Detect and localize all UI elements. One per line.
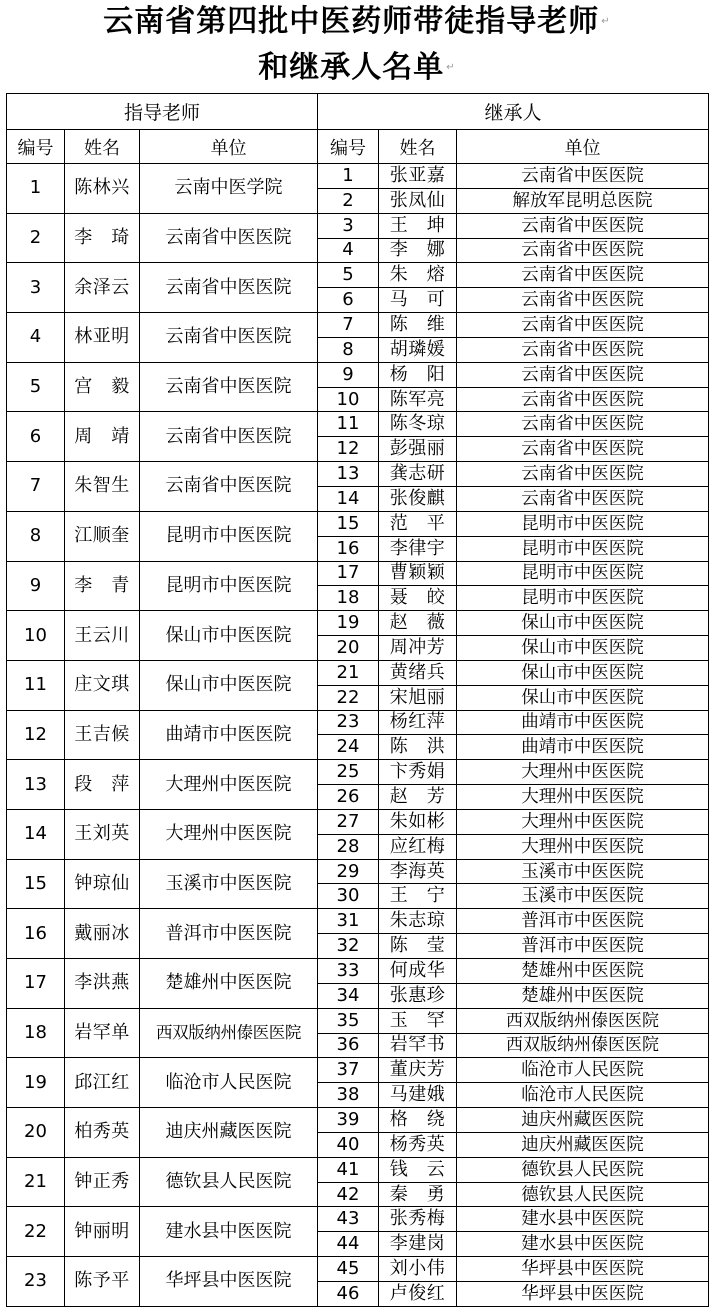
teacher-name: 陈林兴 <box>65 164 140 214</box>
student-number: 11 <box>318 412 379 437</box>
student-name: 马建娥 <box>379 1083 457 1108</box>
student-group-header: 继承人 <box>318 94 709 130</box>
teacher-number: 17 <box>7 959 65 1009</box>
teacher-number: 6 <box>7 412 65 462</box>
teacher-name: 王吉候 <box>65 710 140 760</box>
student-number: 30 <box>318 884 379 909</box>
teacher-name: 朱智生 <box>65 462 140 512</box>
teacher-unit: 大理州中医医院 <box>140 760 318 810</box>
student-col-no-header: 编号 <box>318 130 379 164</box>
student-name: 杨秀英 <box>379 1132 457 1157</box>
teacher-number: 20 <box>7 1108 65 1158</box>
teacher-name: 宫 毅 <box>65 362 140 412</box>
teacher-number: 23 <box>7 1257 65 1307</box>
student-number: 17 <box>318 561 379 586</box>
student-number: 29 <box>318 859 379 884</box>
teacher-number: 21 <box>7 1157 65 1207</box>
student-name: 卢俊红 <box>379 1281 457 1306</box>
student-name: 彭强丽 <box>379 437 457 462</box>
student-unit: 云南省中医医院 <box>457 238 709 263</box>
student-name: 赵 芳 <box>379 785 457 810</box>
teacher-number: 18 <box>7 1008 65 1058</box>
student-unit: 云南省中医医院 <box>457 362 709 387</box>
teacher-unit: 云南省中医医院 <box>140 213 318 263</box>
teacher-name: 段 萍 <box>65 760 140 810</box>
student-name: 张秀梅 <box>379 1207 457 1232</box>
teacher-unit: 玉溪市中医医院 <box>140 859 318 909</box>
student-number: 37 <box>318 1058 379 1083</box>
student-unit: 云南省中医医院 <box>457 486 709 511</box>
student-unit: 楚雄州中医医院 <box>457 983 709 1008</box>
student-number: 45 <box>318 1257 379 1282</box>
teacher-unit: 普洱市中医医院 <box>140 909 318 959</box>
student-name: 董庆芳 <box>379 1058 457 1083</box>
student-name: 范 平 <box>379 511 457 536</box>
student-name: 胡璘媛 <box>379 337 457 362</box>
student-unit: 大理州中医医院 <box>457 834 709 859</box>
student-unit: 昆明市中医医院 <box>457 511 709 536</box>
student-unit: 保山市中医医院 <box>457 611 709 636</box>
teacher-unit: 云南省中医医院 <box>140 462 318 512</box>
student-name: 何成华 <box>379 959 457 984</box>
teacher-name: 王云川 <box>65 611 140 661</box>
student-name: 秦 勇 <box>379 1182 457 1207</box>
student-name: 张凤仙 <box>379 188 457 213</box>
table-row <box>7 1257 709 1282</box>
student-unit: 曲靖市中医医院 <box>457 710 709 735</box>
student-unit: 昆明市中医医院 <box>457 536 709 561</box>
teacher-number: 19 <box>7 1058 65 1108</box>
student-name: 马 可 <box>379 288 457 313</box>
teacher-number: 10 <box>7 611 65 661</box>
table-row <box>7 313 709 338</box>
teacher-col-no-header: 编号 <box>7 130 65 164</box>
teacher-number: 3 <box>7 263 65 313</box>
teacher-name: 周 靖 <box>65 412 140 462</box>
teacher-name: 王刘英 <box>65 809 140 859</box>
teacher-name: 钟正秀 <box>65 1157 140 1207</box>
student-name: 聂 皎 <box>379 586 457 611</box>
student-number: 18 <box>318 586 379 611</box>
student-number: 41 <box>318 1157 379 1182</box>
student-col-unit-header: 单位 <box>457 130 709 164</box>
student-unit: 玉溪市中医医院 <box>457 884 709 909</box>
table-row <box>7 1058 709 1083</box>
student-number: 9 <box>318 362 379 387</box>
student-name: 李建岗 <box>379 1232 457 1257</box>
student-unit: 华坪县中医医院 <box>457 1257 709 1282</box>
teacher-unit: 云南中医学院 <box>140 164 318 214</box>
student-number: 19 <box>318 611 379 636</box>
table-row <box>7 412 709 437</box>
teacher-group-header: 指导老师 <box>7 94 318 130</box>
student-unit: 云南省中医医院 <box>457 164 709 189</box>
student-unit: 玉溪市中医医院 <box>457 859 709 884</box>
student-name: 格 绕 <box>379 1108 457 1133</box>
table-row <box>7 611 709 636</box>
student-unit: 普洱市中医医院 <box>457 909 709 934</box>
student-number: 44 <box>318 1232 379 1257</box>
page-title-line2: 和继承人名单 <box>258 50 445 85</box>
student-number: 38 <box>318 1083 379 1108</box>
teacher-name: 李 琦 <box>65 213 140 263</box>
table-row <box>7 561 709 586</box>
student-unit: 临沧市人民医院 <box>457 1058 709 1083</box>
student-unit: 昆明市中医医院 <box>457 586 709 611</box>
teacher-number: 13 <box>7 760 65 810</box>
table-row <box>7 660 709 685</box>
student-unit: 云南省中医医院 <box>457 387 709 412</box>
student-name: 张亚嘉 <box>379 164 457 189</box>
student-unit: 保山市中医医院 <box>457 685 709 710</box>
student-name: 龚志研 <box>379 462 457 487</box>
table-row <box>7 959 709 984</box>
table-row <box>7 263 709 288</box>
student-name: 杨 阳 <box>379 362 457 387</box>
teacher-number: 8 <box>7 511 65 561</box>
teacher-unit: 华坪县中医医院 <box>140 1257 318 1307</box>
teacher-unit: 临沧市人民医院 <box>140 1058 318 1108</box>
student-number: 28 <box>318 834 379 859</box>
teacher-number: 14 <box>7 809 65 859</box>
student-number: 13 <box>318 462 379 487</box>
student-number: 22 <box>318 685 379 710</box>
student-name: 李 娜 <box>379 238 457 263</box>
student-name: 钱 云 <box>379 1157 457 1182</box>
student-name: 曹颖颖 <box>379 561 457 586</box>
teacher-name: 邱江红 <box>65 1058 140 1108</box>
student-number: 16 <box>318 536 379 561</box>
teacher-name: 钟丽明 <box>65 1207 140 1257</box>
student-name: 王 坤 <box>379 213 457 238</box>
teacher-col-name-header: 姓名 <box>65 130 140 164</box>
teacher-unit: 保山市中医医院 <box>140 611 318 661</box>
column-header-row <box>7 130 709 164</box>
teacher-number: 2 <box>7 213 65 263</box>
teacher-unit: 云南省中医医院 <box>140 362 318 412</box>
table-row <box>7 809 709 834</box>
teacher-unit: 楚雄州中医医院 <box>140 959 318 1009</box>
teacher-name: 钟琼仙 <box>65 859 140 909</box>
student-number: 12 <box>318 437 379 462</box>
student-name: 陈冬琼 <box>379 412 457 437</box>
teacher-unit: 迪庆州藏医医院 <box>140 1108 318 1158</box>
student-name: 李海英 <box>379 859 457 884</box>
student-number: 1 <box>318 164 379 189</box>
student-unit: 云南省中医医院 <box>457 437 709 462</box>
student-number: 42 <box>318 1182 379 1207</box>
teacher-name: 岩罕单 <box>65 1008 140 1058</box>
student-number: 40 <box>318 1132 379 1157</box>
student-number: 20 <box>318 636 379 661</box>
student-name: 陈 洪 <box>379 735 457 760</box>
student-unit: 迪庆州藏医医院 <box>457 1108 709 1133</box>
table-row <box>7 1108 709 1133</box>
student-name: 王 宁 <box>379 884 457 909</box>
teacher-unit: 西双版纳州傣医医院 <box>140 1008 318 1058</box>
student-unit: 云南省中医医院 <box>457 462 709 487</box>
student-unit: 云南省中医医院 <box>457 337 709 362</box>
student-name: 朱 熔 <box>379 263 457 288</box>
student-unit: 建水县中医医院 <box>457 1232 709 1257</box>
page-title <box>0 2 714 42</box>
table-row <box>7 1008 709 1033</box>
student-number: 24 <box>318 735 379 760</box>
teacher-name: 江顺奎 <box>65 511 140 561</box>
student-name: 陈军亮 <box>379 387 457 412</box>
teacher-unit: 曲靖市中医医院 <box>140 710 318 760</box>
student-number: 2 <box>318 188 379 213</box>
student-number: 39 <box>318 1108 379 1133</box>
teacher-name: 柏秀英 <box>65 1108 140 1158</box>
page-title-line1: 云南省第四批中医药师带徒指导老师 <box>103 4 600 39</box>
student-unit: 昆明市中医医院 <box>457 561 709 586</box>
student-name: 卞秀娟 <box>379 760 457 785</box>
teacher-name: 陈予平 <box>65 1257 140 1307</box>
teacher-name: 余泽云 <box>65 263 140 313</box>
teacher-name: 庄文琪 <box>65 660 140 710</box>
table-row <box>7 909 709 934</box>
student-unit: 云南省中医医院 <box>457 263 709 288</box>
table-row <box>7 462 709 487</box>
table-row <box>7 859 709 884</box>
teacher-unit: 云南省中医医院 <box>140 412 318 462</box>
student-number: 10 <box>318 387 379 412</box>
student-unit: 普洱市中医医院 <box>457 934 709 959</box>
student-unit: 西双版纳州傣医医院 <box>457 1033 709 1058</box>
student-col-name-header: 姓名 <box>379 130 457 164</box>
student-number: 31 <box>318 909 379 934</box>
paragraph-mark-icon: ↵ <box>601 16 611 27</box>
student-unit: 临沧市人民医院 <box>457 1083 709 1108</box>
student-unit: 云南省中医医院 <box>457 288 709 313</box>
teacher-name: 李 青 <box>65 561 140 611</box>
teacher-col-unit-header: 单位 <box>140 130 318 164</box>
student-name: 刘小伟 <box>379 1257 457 1282</box>
student-name: 陈 维 <box>379 313 457 338</box>
student-number: 27 <box>318 809 379 834</box>
teacher-number: 12 <box>7 710 65 760</box>
student-name: 玉 罕 <box>379 1008 457 1033</box>
student-number: 23 <box>318 710 379 735</box>
student-unit: 西双版纳州傣医医院 <box>457 1008 709 1033</box>
student-unit: 华坪县中医医院 <box>457 1281 709 1306</box>
teacher-number: 7 <box>7 462 65 512</box>
student-unit: 云南省中医医院 <box>457 412 709 437</box>
teacher-number: 11 <box>7 660 65 710</box>
student-unit: 迪庆州藏医医院 <box>457 1132 709 1157</box>
paragraph-mark-icon: ↵ <box>446 62 456 73</box>
student-unit: 大理州中医医院 <box>457 785 709 810</box>
teacher-name: 林亚明 <box>65 313 140 363</box>
student-number: 43 <box>318 1207 379 1232</box>
table-row <box>7 1157 709 1182</box>
student-number: 5 <box>318 263 379 288</box>
student-unit: 大理州中医医院 <box>457 760 709 785</box>
student-name: 宋旭丽 <box>379 685 457 710</box>
student-name: 杨红萍 <box>379 710 457 735</box>
student-number: 35 <box>318 1008 379 1033</box>
student-name: 赵 薇 <box>379 611 457 636</box>
teacher-unit: 昆明市中医医院 <box>140 511 318 561</box>
student-name: 岩罕书 <box>379 1033 457 1058</box>
student-number: 21 <box>318 660 379 685</box>
student-number: 46 <box>318 1281 379 1306</box>
student-number: 26 <box>318 785 379 810</box>
student-name: 朱如彬 <box>379 809 457 834</box>
table-row <box>7 1207 709 1232</box>
teacher-number: 9 <box>7 561 65 611</box>
student-number: 14 <box>318 486 379 511</box>
mentor-roster-table <box>6 93 709 1307</box>
page-subtitle <box>0 48 714 88</box>
teacher-number: 16 <box>7 909 65 959</box>
student-number: 34 <box>318 983 379 1008</box>
student-unit: 建水县中医医院 <box>457 1207 709 1232</box>
teacher-number: 4 <box>7 313 65 363</box>
student-name: 应红梅 <box>379 834 457 859</box>
student-number: 6 <box>318 288 379 313</box>
table-row <box>7 213 709 238</box>
student-name: 周冲芳 <box>379 636 457 661</box>
student-unit: 云南省中医医院 <box>457 213 709 238</box>
student-name: 黄绪兵 <box>379 660 457 685</box>
student-number: 3 <box>318 213 379 238</box>
student-unit: 解放军昆明总医院 <box>457 188 709 213</box>
teacher-unit: 昆明市中医医院 <box>140 561 318 611</box>
student-number: 7 <box>318 313 379 338</box>
student-name: 李律宇 <box>379 536 457 561</box>
table-row <box>7 362 709 387</box>
student-number: 25 <box>318 760 379 785</box>
table-row <box>7 710 709 735</box>
teacher-number: 22 <box>7 1207 65 1257</box>
teacher-unit: 保山市中医医院 <box>140 660 318 710</box>
student-unit: 大理州中医医院 <box>457 809 709 834</box>
teacher-unit: 云南省中医医院 <box>140 313 318 363</box>
table-row <box>7 760 709 785</box>
student-number: 33 <box>318 959 379 984</box>
teacher-unit: 建水县中医医院 <box>140 1207 318 1257</box>
student-unit: 云南省中医医院 <box>457 313 709 338</box>
teacher-name: 李洪燕 <box>65 959 140 1009</box>
student-number: 4 <box>318 238 379 263</box>
teacher-number: 5 <box>7 362 65 412</box>
student-unit: 保山市中医医院 <box>457 636 709 661</box>
teacher-unit: 大理州中医医院 <box>140 809 318 859</box>
student-name: 张俊麒 <box>379 486 457 511</box>
student-unit: 楚雄州中医医院 <box>457 959 709 984</box>
student-unit: 保山市中医医院 <box>457 660 709 685</box>
student-number: 32 <box>318 934 379 959</box>
teacher-unit: 德钦县人民医院 <box>140 1157 318 1207</box>
student-name: 陈 莹 <box>379 934 457 959</box>
student-name: 张惠珍 <box>379 983 457 1008</box>
teacher-number: 1 <box>7 164 65 214</box>
student-unit: 德钦县人民医院 <box>457 1157 709 1182</box>
student-unit: 曲靖市中医医院 <box>457 735 709 760</box>
student-number: 15 <box>318 511 379 536</box>
student-name: 朱志琼 <box>379 909 457 934</box>
table-row <box>7 164 709 189</box>
student-number: 8 <box>318 337 379 362</box>
table-row <box>7 511 709 536</box>
teacher-name: 戴丽冰 <box>65 909 140 959</box>
student-number: 36 <box>318 1033 379 1058</box>
teacher-unit: 云南省中医医院 <box>140 263 318 313</box>
teacher-number: 15 <box>7 859 65 909</box>
group-header-row <box>7 94 709 130</box>
student-unit: 德钦县人民医院 <box>457 1182 709 1207</box>
